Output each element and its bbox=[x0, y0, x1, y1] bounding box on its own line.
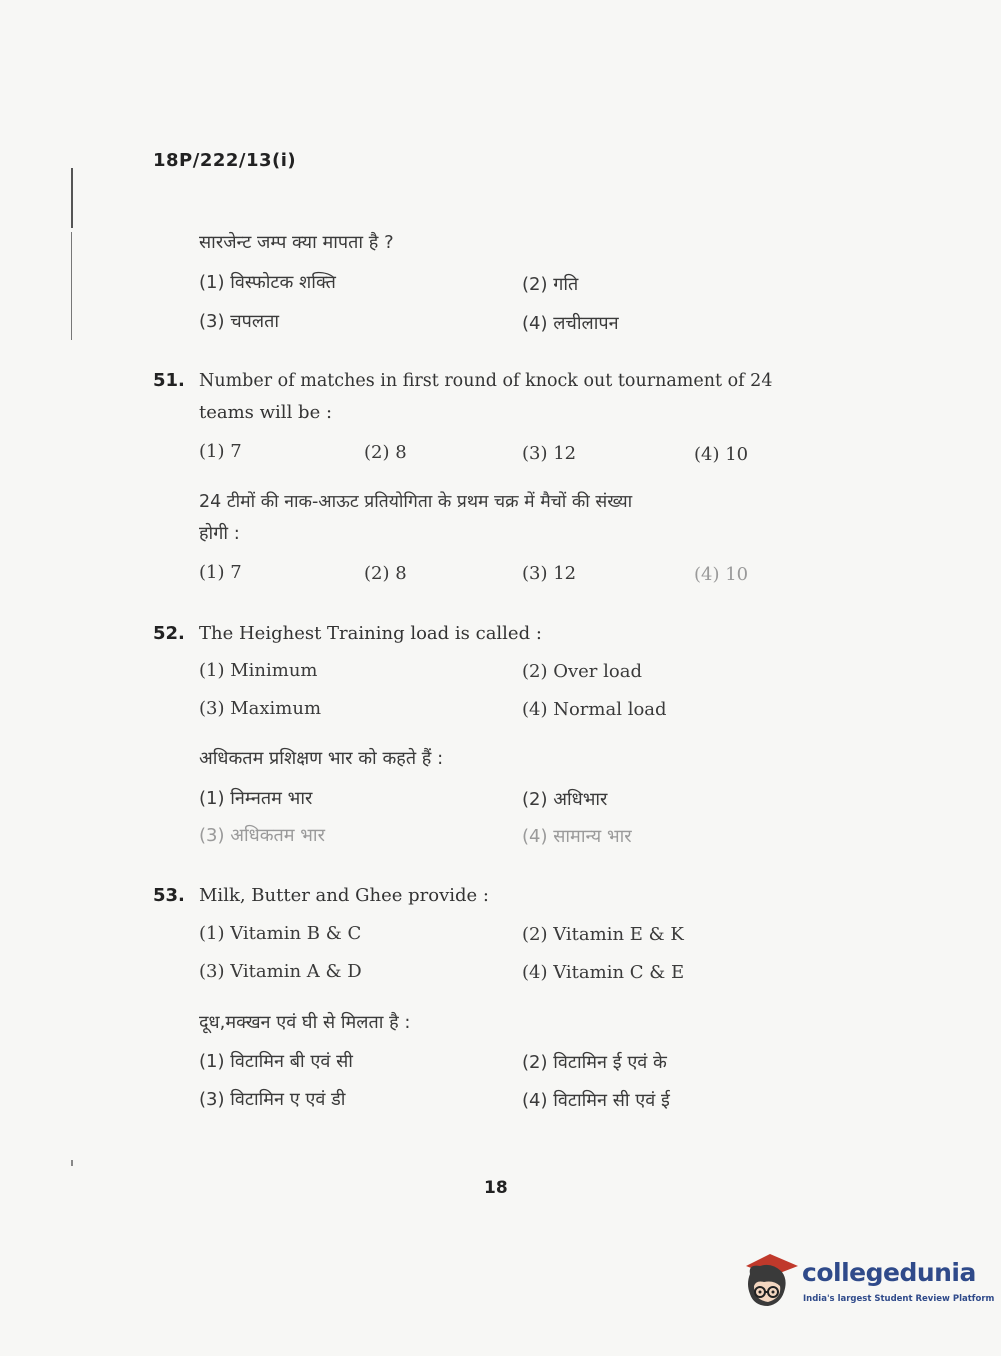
q51-question-line-1: Number of matches in first round of knock out tournament of 24 bbox=[199, 371, 773, 391]
q52-hindi-option-4: (4) सामान्य भार bbox=[522, 826, 632, 847]
q51-option-3: (3) 12 bbox=[522, 443, 577, 464]
q50-hindi-question: सारजेन्ट जम्प क्या मापता है ? bbox=[199, 232, 394, 253]
q53-question: Milk, Butter and Ghee provide : bbox=[199, 885, 489, 906]
q53-option-3: (3) Vitamin A & D bbox=[199, 961, 362, 982]
q52-number: 52. bbox=[153, 623, 185, 644]
q53-number: 53. bbox=[153, 885, 185, 906]
page-number: 18 bbox=[484, 1178, 508, 1198]
q52-option-3: (3) Maximum bbox=[199, 698, 322, 719]
q51-hindi-option-1: (1) 7 bbox=[199, 562, 242, 583]
q51-hindi-question-line-2: होगी : bbox=[199, 523, 240, 544]
margin-line bbox=[71, 168, 73, 228]
collegedunia-logo bbox=[742, 1252, 995, 1314]
paper-code: 18P/222/13(i) bbox=[153, 150, 297, 171]
q51-hindi-option-4: (4) 10 bbox=[694, 564, 749, 585]
q52-hindi-option-3: (3) अधिकतम भार bbox=[199, 825, 325, 846]
q53-option-1: (1) Vitamin B & C bbox=[199, 923, 362, 944]
q51-number: 51. bbox=[153, 370, 185, 391]
q53-option-4: (4) Vitamin C & E bbox=[522, 962, 685, 983]
q53-hindi-option-2: (2) विटामिन ई एवं के bbox=[522, 1052, 667, 1073]
q51-option-1: (1) 7 bbox=[199, 441, 242, 462]
q52-hindi-option-1: (1) निम्नतम भार bbox=[199, 788, 313, 809]
q51-option-4: (4) 10 bbox=[694, 444, 749, 465]
q52-question: The Heighest Training load is called : bbox=[199, 623, 542, 644]
margin-mark bbox=[71, 1160, 73, 1166]
q50-hindi-option-3: (3) चपलता bbox=[199, 311, 279, 332]
margin-line bbox=[71, 232, 72, 340]
q51-question-line-2: teams will be : bbox=[199, 402, 333, 423]
q52-option-1: (1) Minimum bbox=[199, 660, 318, 681]
q52-option-2: (2) Over load bbox=[522, 661, 642, 682]
q50-hindi-option-1: (1) विस्फोटक शक्ति bbox=[199, 272, 336, 293]
q53-hindi-option-4: (4) विटामिन सी एवं ई bbox=[522, 1090, 670, 1111]
q53-hindi-option-3: (3) विटामिन ए एवं डी bbox=[199, 1089, 346, 1110]
mascot-icon bbox=[742, 1252, 800, 1314]
logo-name: collegedunia bbox=[802, 1258, 976, 1287]
q50-hindi-option-2: (2) गति bbox=[522, 274, 579, 295]
q53-option-2: (2) Vitamin E & K bbox=[522, 924, 684, 945]
q53-hindi-question: दूध,मक्खन एवं घी से मिलता है : bbox=[199, 1012, 411, 1033]
q51-hindi-option-3: (3) 12 bbox=[522, 563, 577, 584]
q52-option-4: (4) Normal load bbox=[522, 699, 667, 720]
q50-hindi-option-4: (4) लचीलापन bbox=[522, 313, 619, 334]
logo-tagline: India's largest Student Review Platform bbox=[803, 1294, 995, 1304]
q53-hindi-option-1: (1) विटामिन बी एवं सी bbox=[199, 1051, 353, 1072]
q52-hindi-option-2: (2) अधिभार bbox=[522, 789, 608, 810]
q51-option-2: (2) 8 bbox=[364, 442, 407, 463]
q52-hindi-question: अधिकतम प्रशिक्षण भार को कहते हैं : bbox=[199, 748, 444, 769]
q51-hindi-option-2: (2) 8 bbox=[364, 563, 407, 584]
q51-hindi-question-line-1: 24 टीमों की नाक-आऊट प्रतियोगिता के प्रथम चक्र में मैचों की संख्या bbox=[199, 492, 633, 512]
